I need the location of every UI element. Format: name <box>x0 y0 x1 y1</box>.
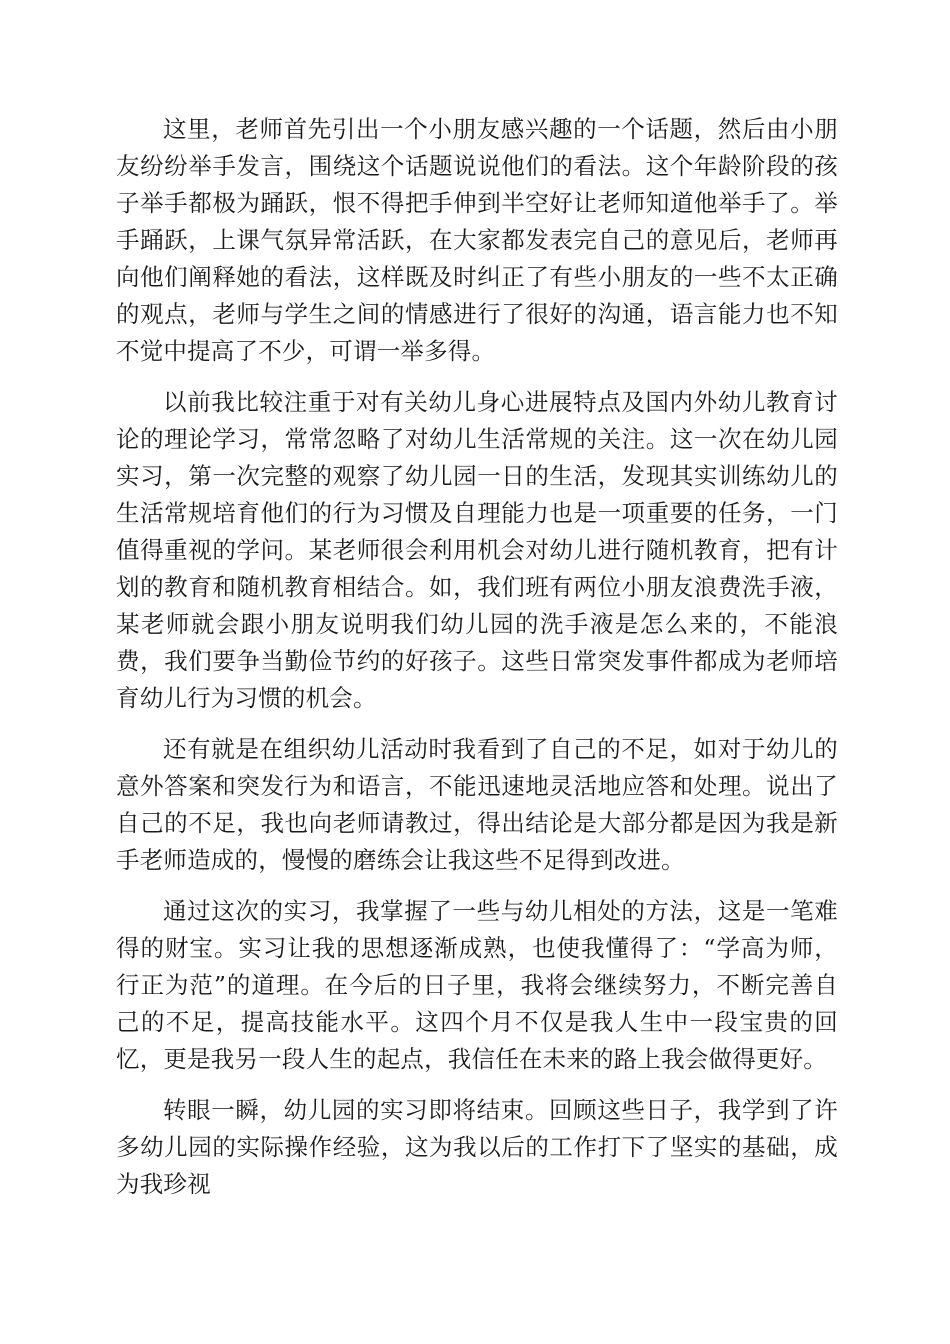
paragraph-4: 通过这次的实习，我掌握了一些与幼儿相处的方法，这是一笔难得的财宝。实习让我的思想逐渐成熟，也使我懂得了：“学高为师，行正为范”的道理。在今后的日子里，我将会继续努力，不断完善自己的不足，提高技能水平。这四个月不仅是我人生中一段宝贵的回忆，更是我另一段人生的起点，我信任在未来的路上我会做得更好。 <box>116 897 838 1073</box>
document-body <box>116 111 838 1217</box>
paragraph-5: 转眼一瞬，幼儿园的实习即将结束。回顾这些日子，我学到了许多幼儿园的实际操作经验，这为我以后的工作打下了坚实的基础，成为我珍视 <box>116 1096 838 1198</box>
paragraph-3: 还有就是在组织幼儿活动时我看到了自己的不足，如对于幼儿的意外答案和突发行为和语言，不能迅速地灵活地应答和处理。说出了自己的不足，我也向老师请教过，得出结论是大部分都是因为我是新手老师造成的，慢慢的磨练会让我这些不足得到改进。 <box>116 735 838 874</box>
paragraph-2: 以前我比较注重于对有关幼儿身心进展特点及国内外幼儿教育讨论的理论学习，常常忽略了对幼儿生活常规的关注。这一次在幼儿园实习，第一次完整的观察了幼儿园一日的生活，发现其实训练幼儿的生活常规培育他们的行为习惯及自理能力也是一项重要的任务，一门值得重视的学问。某老师很会利用机会对幼儿进行随机教育，把有计划的教育和随机教育相结合。如，我们班有两位小朋友浪费洗手液，某老师就会跟小朋友说明我们幼儿园的洗手液是怎么来的，不能浪费，我们要争当勤俭节约的好孩子。这些日常突发事件都成为老师培育幼儿行为习惯的机会。 <box>116 388 838 712</box>
paragraph-1: 这里，老师首先引出一个小朋友感兴趣的一个话题，然后由小朋友纷纷举手发言，围绕这个话题说说他们的看法。这个年龄阶段的孩子举手都极为踊跃，恨不得把手伸到半空好让老师知道他举手了。举手踊跃，上课气氛异常活跃，在大家都发表完自己的意见后，老师再向他们阐释她的看法，这样既及时纠正了有些小朋友的一些不太正确的观点，老师与学生之间的情感进行了很好的沟通，语言能力也不知不觉中提高了不少，可谓一举多得。 <box>116 115 838 365</box>
